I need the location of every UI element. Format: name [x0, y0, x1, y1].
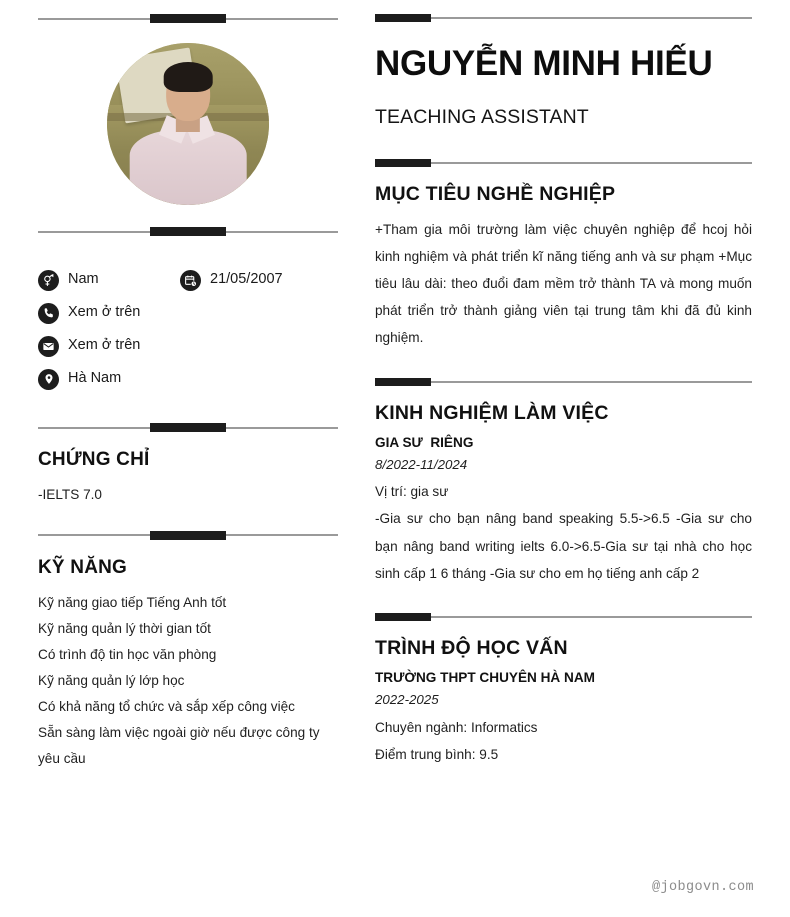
objective-body: +Tham gia môi trường làm việc chuyên nghiệp để hcoj hỏi kinh nghiệm và phát triển kĩ năng tiếng anh và sư phạm +Mục tiêu lâu dài: theo đuổi đam mềm trở thành TA và mong muốn phát triển trở thành giảng viên tại trung tâm khi đã đủ kinh nghiệm. [375, 221, 752, 346]
contact-phone-value: Xem ở trên [68, 304, 141, 321]
calendar-icon [180, 270, 201, 291]
divider-bar [375, 14, 431, 22]
education-period: 2022-2025 [375, 691, 439, 707]
contact-birthday-value: 21/05/2007 [210, 271, 283, 288]
spacer [38, 509, 338, 531]
avatar [107, 43, 269, 205]
divider-top-right [375, 14, 752, 22]
contact-info-block [38, 269, 338, 390]
contact-gender [38, 270, 180, 291]
objective-heading: MỤC TIÊU NGHỀ NGHIỆP [375, 182, 616, 205]
divider-rule [375, 17, 752, 19]
divider-education [375, 613, 752, 621]
spacer [38, 236, 338, 263]
experience-period: 8/2022-11/2024 [375, 456, 468, 472]
skills-list [38, 590, 338, 773]
divider-rule [375, 616, 752, 618]
email-icon [38, 336, 59, 357]
contact-location-value: Hà Nam [68, 370, 122, 387]
watermark: @jobgovn.com [651, 880, 754, 895]
education-gpa: Điểm trung bình: 9.5 [375, 746, 499, 762]
skill-item: Kỹ năng quản lý thời gian tốt [38, 620, 211, 636]
contact-row-location [38, 368, 338, 390]
skill-item: Sẵn sàng làm việc ngoài giờ nếu được công ty yêu cầu [38, 724, 320, 767]
divider-bar [150, 14, 226, 23]
experience-organization: GIA SƯ RIÊNG [375, 434, 474, 450]
page-title: NGUYỄN MINH HIẾU [375, 44, 713, 83]
job-title: TEACHING ASSISTANT [375, 105, 589, 128]
gender-icon [38, 270, 59, 291]
profile-photo-wrapper [38, 43, 338, 205]
experience-position: Vị trí: gia sư [375, 484, 449, 500]
skill-item: Có trình độ tin học văn phòng [38, 646, 217, 662]
divider-rule [375, 381, 752, 383]
contact-birthday [180, 270, 283, 291]
spacer [375, 352, 752, 378]
divider-objective [375, 159, 752, 167]
skill-item: Có khả năng tổ chức và sắp xếp công việc [38, 698, 295, 714]
divider-experience [375, 378, 752, 386]
spacer [375, 587, 752, 613]
spacer [38, 401, 338, 423]
divider-rule [375, 162, 752, 164]
photo-person-hair [164, 62, 213, 91]
divider-bar [150, 531, 226, 540]
contact-row-gender-birthday [38, 269, 338, 291]
divider-bar [375, 159, 431, 167]
divider-bar [150, 423, 226, 432]
divider-bar [150, 227, 226, 236]
experience-heading: KINH NGHIỆM LÀM VIỆC [375, 401, 609, 424]
divider-skills [38, 531, 338, 540]
education-school: TRƯỜNG THPT CHUYÊN HÀ NAM [375, 669, 595, 685]
divider-below-photo [38, 227, 338, 236]
certificate-item: -IELTS 7.0 [38, 487, 102, 502]
photo-person-shirt [130, 130, 247, 205]
left-column [0, 14, 368, 917]
phone-icon [38, 303, 59, 324]
divider-certificates [38, 423, 338, 432]
education-major: Chuyên ngành: Informatics [375, 719, 538, 735]
experience-description: -Gia sư cho bạn nâng band speaking 5.5->6.5 -Gia sư cho bạn nâng band writing ielts 6.0->6.5-Gia sư tại nhà cho học sinh cấp 1 6 tháng -Gia sư cho em họ tiếng anh cấp 2 [375, 511, 752, 581]
certificates-heading: CHỨNG CHỈ [38, 449, 150, 470]
education-heading: TRÌNH ĐỘ HỌC VẤN [375, 636, 568, 659]
contact-phone [38, 303, 180, 324]
contact-gender-value: Nam [68, 271, 99, 288]
contact-row-email [38, 335, 338, 357]
skills-heading: KỸ NĂNG [38, 556, 128, 578]
contact-location [38, 369, 180, 390]
skill-item: Kỹ năng giao tiếp Tiếng Anh tốt [38, 594, 227, 610]
contact-row-phone [38, 302, 338, 324]
contact-email-value: Xem ở trên [68, 337, 141, 354]
contact-email [38, 336, 180, 357]
location-pin-icon [38, 369, 59, 390]
divider-bar [375, 613, 431, 621]
right-column [368, 14, 790, 917]
skill-item: Kỹ năng quản lý lớp học [38, 672, 185, 688]
divider-top-left [38, 14, 338, 23]
divider-bar [375, 378, 431, 386]
